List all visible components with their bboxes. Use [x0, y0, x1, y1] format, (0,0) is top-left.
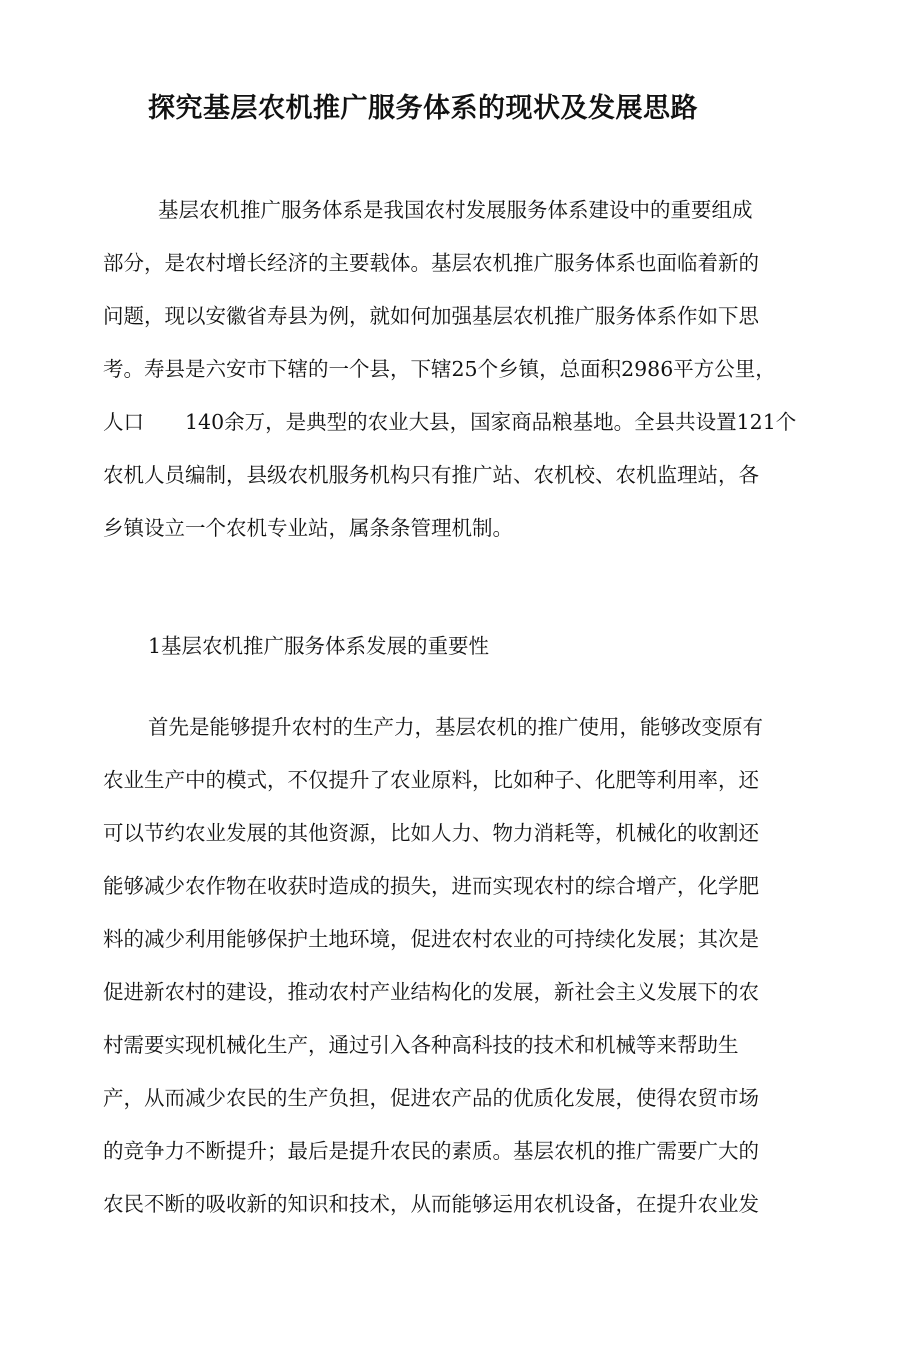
intro-line-5: 人口 140余万，是典型的农业大县，国家商品粮基地。全县共设置121个	[103, 410, 797, 434]
intro-line-4: 考。寿县是六安市下辖的一个县，下辖25个乡镇，总面积2986平方公里，	[103, 357, 776, 381]
section-line-3: 可以节约农业发展的其他资源，比如人力、物力消耗等，机械化的收割还	[103, 821, 759, 845]
section-line-10: 农民不断的吸收新的知识和技术，从而能够运用农机设备，在提升农业发	[103, 1192, 759, 1216]
intro-line-7: 乡镇设立一个农机专业站，属条条管理机制。	[103, 516, 513, 540]
intro-line-2: 部分，是农村增长经济的主要载体。基层农机推广服务体系也面临着新的	[103, 251, 759, 275]
section-line-7: 村需要实现机械化生产，通过引入各种高科技的技术和机械等来帮助生	[103, 1033, 739, 1057]
section-line-8: 产，从而减少农民的生产负担，促进农产品的优质化发展，使得农贸市场	[103, 1086, 759, 1110]
section-line-4: 能够减少农作物在收获时造成的损失，进而实现农村的综合增产，化学肥	[103, 874, 759, 898]
intro-line-3: 问题，现以安徽省寿县为例，就如何加强基层农机推广服务体系作如下思	[103, 304, 759, 328]
section-line-5: 料的减少利用能够保护土地环境，促进农村农业的可持续化发展；其次是	[103, 927, 759, 951]
section-line-6: 促进新农村的建设，推动农村产业结构化的发展，新社会主义发展下的农	[103, 980, 759, 1004]
section-line-2: 农业生产中的模式，不仅提升了农业原料，比如种子、化肥等利用率，还	[103, 768, 759, 792]
document-title: 探究基层农机推广服务体系的现状及发展思路	[148, 93, 698, 124]
section-line-9: 的竞争力不断提升；最后是提升农民的素质。基层农机的推广需要广大的	[103, 1139, 759, 1163]
section-heading: 1基层农机推广服务体系发展的重要性	[148, 634, 490, 658]
intro-line-6: 农机人员编制，县级农机服务机构只有推广站、农机校、农机监理站，各	[103, 463, 759, 487]
section-line-1: 首先是能够提升农村的生产力，基层农机的推广使用，能够改变原有	[148, 715, 763, 739]
intro-line-1: 基层农机推广服务体系是我国农村发展服务体系建设中的重要组成	[158, 198, 753, 222]
